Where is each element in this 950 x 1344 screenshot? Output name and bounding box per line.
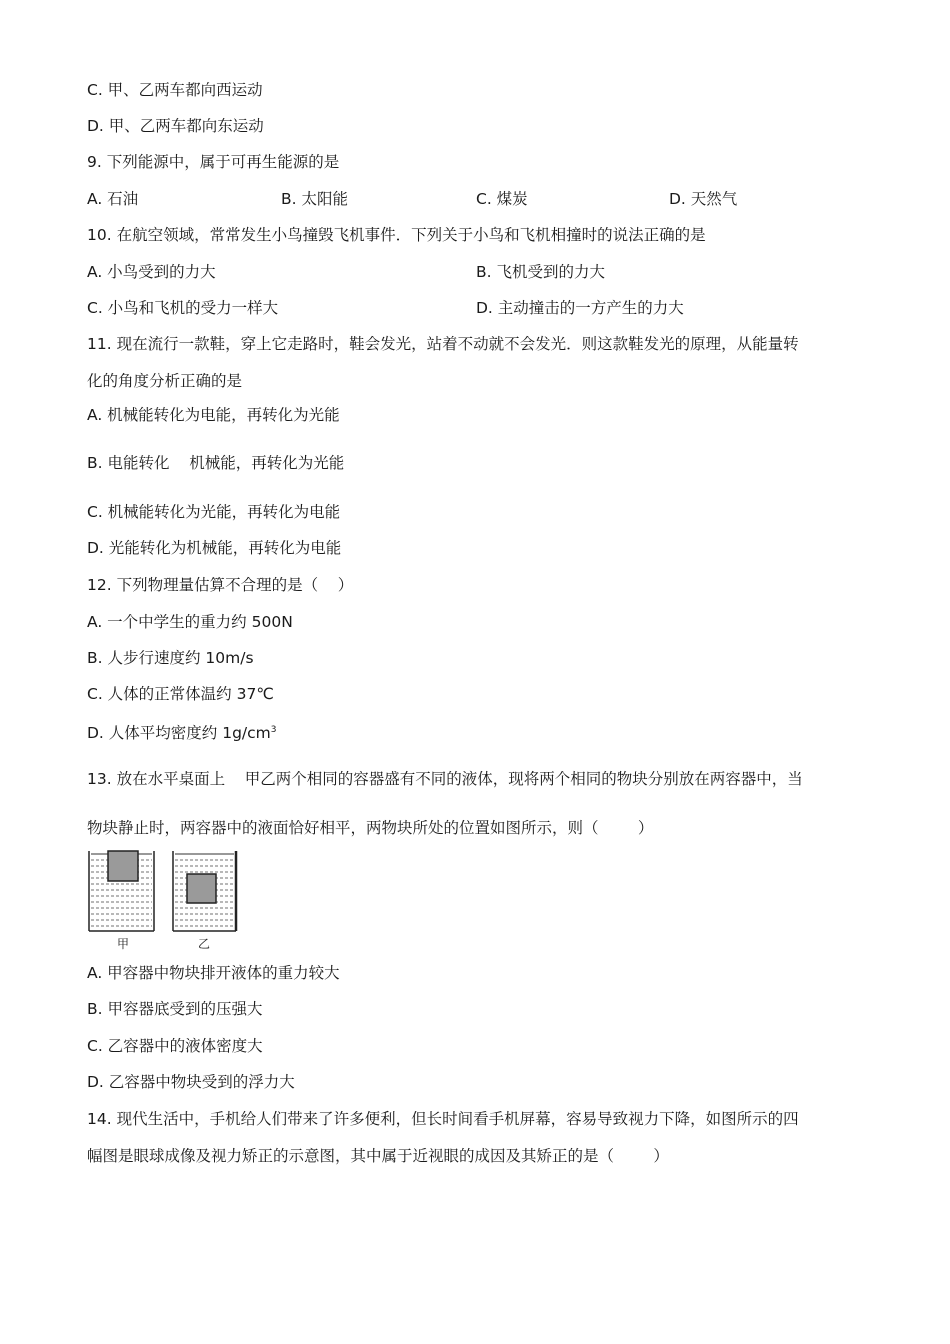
fig-label-right: 乙 (198, 937, 211, 951)
q11-option-b: B. 电能转化 机械能，再转化为光能 (87, 454, 345, 472)
q11-option-c: C. 机械能转化为光能，再转化为电能 (87, 503, 341, 521)
q9-option-b: B. 太阳能 (281, 190, 348, 208)
q13-stem-line2: 物块静止时，两容器中的液面恰好相平，两物块所处的位置如图所示，则（ ） (87, 819, 654, 837)
container-right (173, 851, 236, 931)
q12-option-d-superscript: 3 (270, 725, 277, 735)
q10-option-a: A. 小鸟受到的力大 (87, 263, 216, 281)
q8-option-c: C. 甲、乙两车都向西运动 (87, 81, 263, 99)
q10-option-c: C. 小鸟和飞机的受力一样大 (87, 299, 279, 317)
q12-option-c: C. 人体的正常体温约 37℃ (87, 685, 274, 703)
q14-stem-line1: 14. 现代生活中，手机给人们带来了许多便利，但长时间看手机屏幕，容易导致视力下降，如图所示的四 (87, 1110, 799, 1128)
q12-option-a: A. 一个中学生的重力约 500N (87, 613, 293, 631)
q13-stem-line1: 13. 放在水平桌面上 甲乙两个相同的容器盛有不同的液体，现将两个相同的物块分别放在两容器中，当 (87, 770, 803, 788)
q11-stem-line1: 11. 现在流行一款鞋，穿上它走路时，鞋会发光，站着不动就不会发光．则这款鞋发光的原理，从能量转 (87, 335, 799, 353)
q12-stem: 12. 下列物理量估算不合理的是（ ） (87, 576, 354, 594)
q9-option-a: A. 石油 (87, 190, 139, 208)
q10-option-b: B. 飞机受到的力大 (476, 263, 605, 281)
q13-option-d: D. 乙容器中物块受到的浮力大 (87, 1073, 295, 1091)
q12-option-d (87, 720, 277, 743)
q11-stem-line2: 化的角度分析正确的是 (87, 372, 243, 390)
fig-label-left: 甲 (117, 937, 130, 951)
q13-option-b: B. 甲容器底受到的压强大 (87, 1000, 263, 1018)
q12-option-b: B. 人步行速度约 10m/s (87, 649, 254, 667)
q13-option-c: C. 乙容器中的液体密度大 (87, 1037, 263, 1055)
q13-option-a: A. 甲容器中物块排开液体的重力较大 (87, 964, 340, 982)
q13-figure-svg (86, 847, 246, 955)
block-left (108, 851, 138, 881)
q8-option-d: D. 甲、乙两车都向东运动 (87, 117, 264, 135)
block-right (187, 874, 216, 903)
q10-option-d: D. 主动撞击的一方产生的力大 (476, 299, 684, 317)
q11-option-a: A. 机械能转化为电能，再转化为光能 (87, 406, 340, 424)
q10-stem: 10. 在航空领域，常常发生小鸟撞毁飞机事件．下列关于小鸟和飞机相撞时的说法正确的是 (87, 226, 706, 244)
q9-option-d: D. 天然气 (669, 190, 738, 208)
q13-figure (86, 847, 246, 959)
q12-option-d-text: D. 人体平均密度约 1g/cm (87, 724, 271, 742)
q9-stem: 9. 下列能源中，属于可再生能源的是 (87, 153, 340, 171)
q11-option-d: D. 光能转化为机械能，再转化为电能 (87, 539, 342, 557)
q14-stem-line2: 幅图是眼球成像及视力矫正的示意图，其中属于近视眼的成因及其矫正的是（ ） (87, 1147, 669, 1165)
q9-option-c: C. 煤炭 (476, 190, 528, 208)
container-left (89, 851, 154, 931)
